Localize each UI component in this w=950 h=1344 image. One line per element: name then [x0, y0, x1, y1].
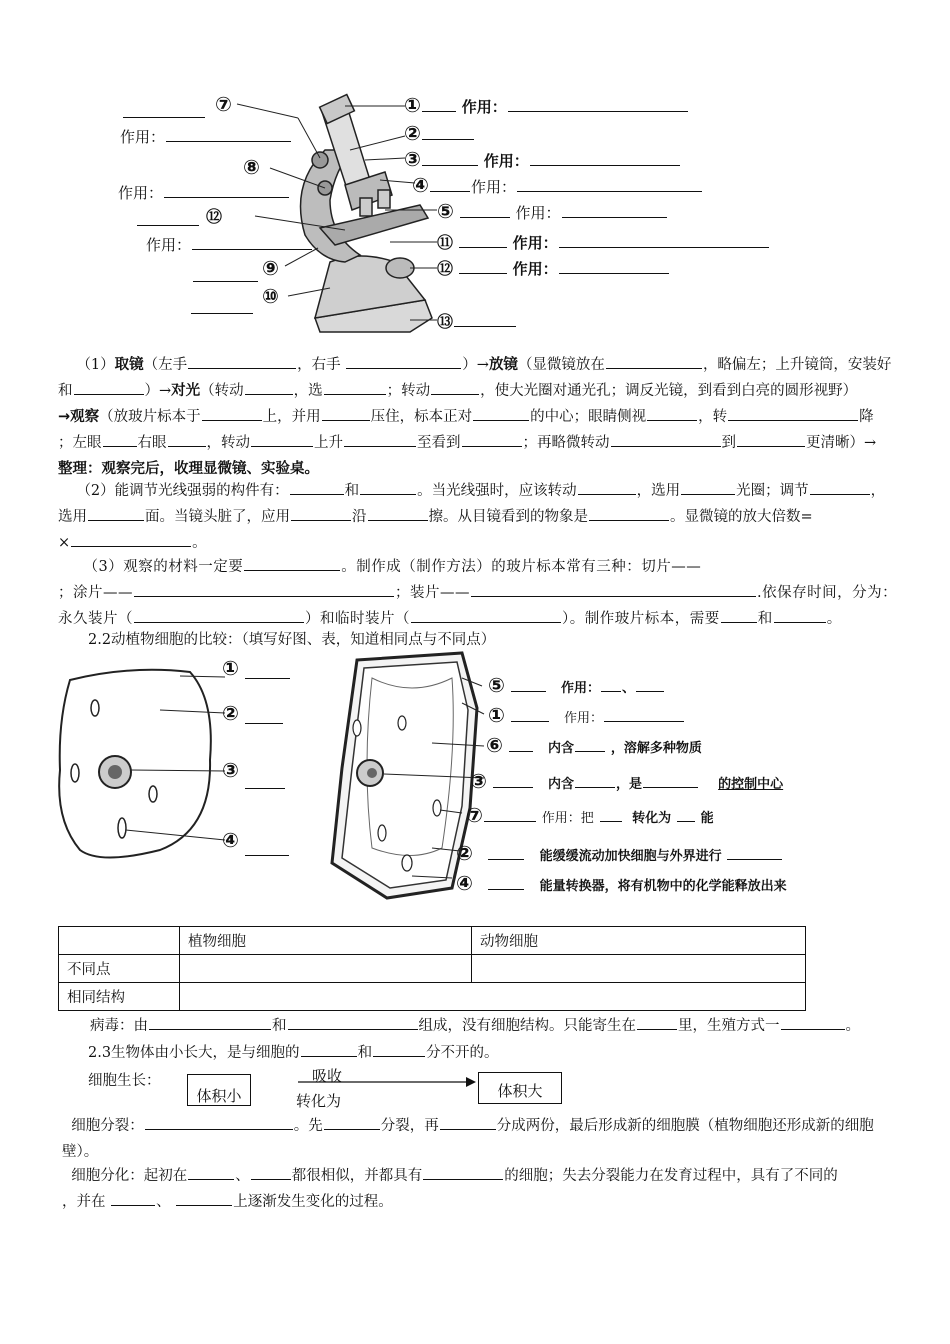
- convert-label: 转化为: [296, 1092, 342, 1110]
- row-2: ②: [404, 123, 475, 144]
- row-1: ① 作用：: [404, 95, 689, 117]
- plant-row-4: ④ 能量转换器，将有机物中的化学能释放出来: [456, 871, 787, 895]
- paragraph-2: （2）能调节光线强弱的构件有： 和 。当光线强时，应该转动 ，选用 光圈；调节 ， 选用 面。当镜头脏了，应用 沿 擦。从目镜看到的物象是 。显微镜的放大倍数= × 。: [58, 478, 938, 556]
- row-13: ⑬: [437, 311, 517, 332]
- plant-row-3: ③ 内含 ，是 的控制中心: [470, 769, 784, 793]
- row-12: ⑫ 作用：: [437, 258, 670, 279]
- blank-9[interactable]: [192, 266, 259, 286]
- row-3: ③ 作用：: [404, 149, 681, 171]
- row-5: ⑤ 作用：: [437, 200, 668, 226]
- animal-label-3: ③: [222, 758, 239, 782]
- header-animal-cell: 动物细胞: [472, 927, 806, 955]
- plant-row-5: ⑤ 作用： 、: [488, 675, 665, 696]
- plant-row-2: ② 能缓缓流动加快细胞与外界进行: [456, 843, 783, 864]
- division-paragraph: 细胞分裂： 。先 分裂，再 分成两份，最后形成新的细胞膜（植物细胞还形成新的细胞 壁）。: [62, 1113, 944, 1165]
- small-volume-box: 体积小: [187, 1074, 251, 1106]
- plant-row-6: ⑥ 内含 ，溶解多种物质: [486, 733, 702, 757]
- section-2-3: 2.3生物体由小长大，是与细胞的 和 分不开的。: [88, 1041, 499, 1062]
- row-11: ⑪ 作用：: [437, 232, 770, 253]
- animal-blank-2[interactable]: [244, 708, 284, 728]
- blank-7[interactable]: [122, 102, 206, 122]
- arrow-icon: [298, 1076, 478, 1088]
- animal-label-2: ②: [222, 701, 239, 725]
- label-9: ⑨: [262, 256, 279, 280]
- table-row: [59, 927, 806, 955]
- animal-blank-4[interactable]: [244, 840, 290, 860]
- blank-12[interactable]: [136, 210, 200, 230]
- label-10: ⑩: [262, 284, 279, 308]
- large-volume-box: 体积大: [478, 1072, 562, 1104]
- cell-animal-diff[interactable]: [472, 955, 806, 983]
- animal-label-1: ①: [222, 656, 239, 680]
- table-row: [59, 983, 806, 1011]
- microscope-illustration: [0, 0, 950, 345]
- row-label-differences: 不同点: [59, 955, 180, 983]
- row-label-same: 相同结构: [59, 983, 180, 1011]
- use-7: 作用：: [120, 124, 292, 150]
- virus-line: 病毒：由 和 组成，没有细胞结构。只能寄生在 里，生殖方式一 。: [90, 1014, 860, 1035]
- cell-same[interactable]: [180, 983, 806, 1011]
- table-row: [59, 955, 806, 983]
- cell-plant-diff[interactable]: [180, 955, 472, 983]
- section-2-2-title: 2.2动植物细胞的比较：（填写好图、表，知道相同点与不同点）: [88, 632, 496, 648]
- animal-label-4: ④: [222, 828, 239, 852]
- animal-cell-illustration: [40, 650, 340, 880]
- plant-row-1: ① 作用：: [488, 705, 685, 726]
- use-12: 作用：: [146, 232, 313, 258]
- comparison-table: [58, 926, 806, 1011]
- animal-blank-3[interactable]: [244, 773, 286, 793]
- paragraph-1: （1）取镜（左手 ，右手 ）→放镜（显微镜放在 ，略偏左；上升镜筒，安装好 和 ）→对光（转动 ，选 ；转动 ，使大光圈对通光孔；调反光镜，到看到白亮的圆形视野） →观察（放玻片标本于 上，并用 压住，标本正对 的中心；眼睛侧视 ，转 降 ；左眼 右眼 ，转动 上升 至看到 ；再略微转动 到 更清晰）→ 整理：观察完后，收理显微镜、实验桌。: [58, 352, 938, 482]
- label-8: ⑧: [243, 155, 260, 179]
- label-12: ⑫: [206, 207, 223, 226]
- row-4: ④ 作用：: [412, 174, 703, 200]
- blank-10[interactable]: [190, 298, 254, 318]
- differentiation-paragraph: 细胞分化：起初在 、 都很相似，并都具有 的细胞；失去分裂能力在发育过程中，具有了不同的 ，并在 、 上逐渐发生变化的过程。: [62, 1163, 944, 1215]
- growth-label: 细胞生长：: [88, 1073, 161, 1089]
- paragraph-3: （3）观察的材料一定要 。制作成（制作方法）的玻片标本常有三种：切片—— ；涂片—— ；装片—— .依保存时间，分为： 永久装片（ ）和临时装片（ ）。制作玻片标本，需要 和 。: [58, 554, 938, 632]
- absorb-label: 吸收: [312, 1067, 343, 1085]
- header-plant-cell: 植物细胞: [180, 927, 472, 955]
- label-7: ⑦: [215, 92, 232, 116]
- use-8: 作用：: [118, 180, 290, 206]
- plant-row-7: ⑦ 作用：把 转化为 能: [466, 803, 714, 827]
- animal-blank-1[interactable]: [244, 663, 291, 683]
